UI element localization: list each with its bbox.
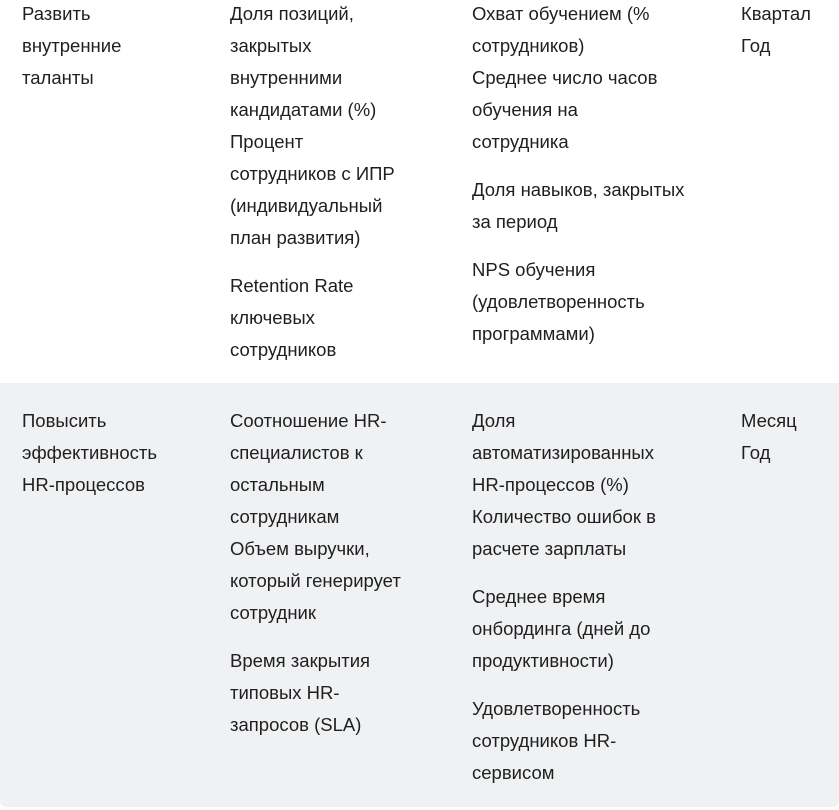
metric-group [472, 0, 727, 158]
period-text: Месяц [741, 410, 797, 431]
metric-group [472, 693, 727, 789]
metric-text: (индивидуальный [230, 195, 383, 216]
metric-text: продуктивности) [472, 650, 614, 671]
metric-text: (удовлетворенность [472, 291, 645, 312]
goal-text: HR-процессов [22, 474, 145, 495]
metric-text: Охват обучением (% [472, 3, 650, 24]
period-text: Год [741, 442, 771, 463]
metric-group [230, 0, 440, 254]
metric-text: внутренними [230, 67, 343, 88]
metrics-cell [472, 405, 727, 789]
metric-text: HR-процессов (%) [472, 474, 629, 495]
metric-text: сотрудникам [230, 506, 340, 527]
metric-text: Среднее время [472, 586, 606, 607]
metric-group [230, 270, 440, 366]
metric-group [230, 645, 440, 741]
metric-text: который генерирует [230, 570, 401, 591]
metric-text: Время закрытия [230, 650, 371, 671]
metric-text: сотрудника [472, 131, 569, 152]
metric-text: обучения на [472, 99, 578, 120]
goal-text: эффективность [22, 442, 157, 463]
metric-text: сотрудников [230, 339, 337, 360]
period-text: Год [741, 35, 771, 56]
metric-text: сотрудников HR- [472, 730, 617, 751]
metric-group [472, 405, 727, 565]
metric-text: за период [472, 211, 558, 232]
table-row [0, 383, 839, 807]
metric-text: Доля навыков, закрытых [472, 179, 685, 200]
table-row [0, 0, 839, 382]
metric-text: специалистов к [230, 442, 363, 463]
goal-text: внутренние [22, 35, 122, 56]
metric-text: запросов (SLA) [230, 714, 362, 735]
metric-text: сотрудников) [472, 35, 585, 56]
metric-group [472, 254, 727, 350]
metric-text: Количество ошибок в [472, 506, 656, 527]
goal-cell [22, 0, 212, 94]
metric-text: ключевых [230, 307, 315, 328]
metric-group [472, 581, 727, 677]
metric-text: NPS обучения [472, 259, 596, 280]
metric-text: Соотношение HR- [230, 410, 387, 431]
metric-text: Удовлетворенность [472, 698, 641, 719]
goal-text: таланты [22, 67, 94, 88]
metric-text: Доля [472, 410, 516, 431]
metrics-cell [230, 0, 440, 366]
metric-text: Доля позиций, [230, 3, 354, 24]
metric-text: Среднее число часов [472, 67, 658, 88]
metric-text: закрытых [230, 35, 312, 56]
metric-text: расчете зарплаты [472, 538, 627, 559]
metric-text: Retention Rate [230, 275, 354, 296]
period-text: Квартал [741, 3, 811, 24]
metric-text: остальным [230, 474, 325, 495]
metrics-cell [472, 0, 727, 350]
goal-cell [22, 405, 212, 501]
metric-group [230, 405, 440, 629]
metrics-cell [230, 405, 440, 741]
metric-text: сервисом [472, 762, 555, 783]
metric-text: план развития) [230, 227, 361, 248]
metric-text: программами) [472, 323, 595, 344]
metric-text: сотрудников с ИПР [230, 163, 395, 184]
metric-text: типовых HR- [230, 682, 340, 703]
goal-text: Развить [22, 3, 91, 24]
metric-text: автоматизированных [472, 442, 654, 463]
metric-text: кандидатами (%) [230, 99, 377, 120]
metric-group [472, 174, 727, 238]
goal-text: Повысить [22, 410, 107, 431]
period-cell [741, 0, 836, 62]
metric-text: Объем выручки, [230, 538, 370, 559]
period-cell [741, 405, 836, 469]
metric-text: сотрудник [230, 602, 316, 623]
metric-text: Процент [230, 131, 304, 152]
metric-text: онбординга (дней до [472, 618, 651, 639]
